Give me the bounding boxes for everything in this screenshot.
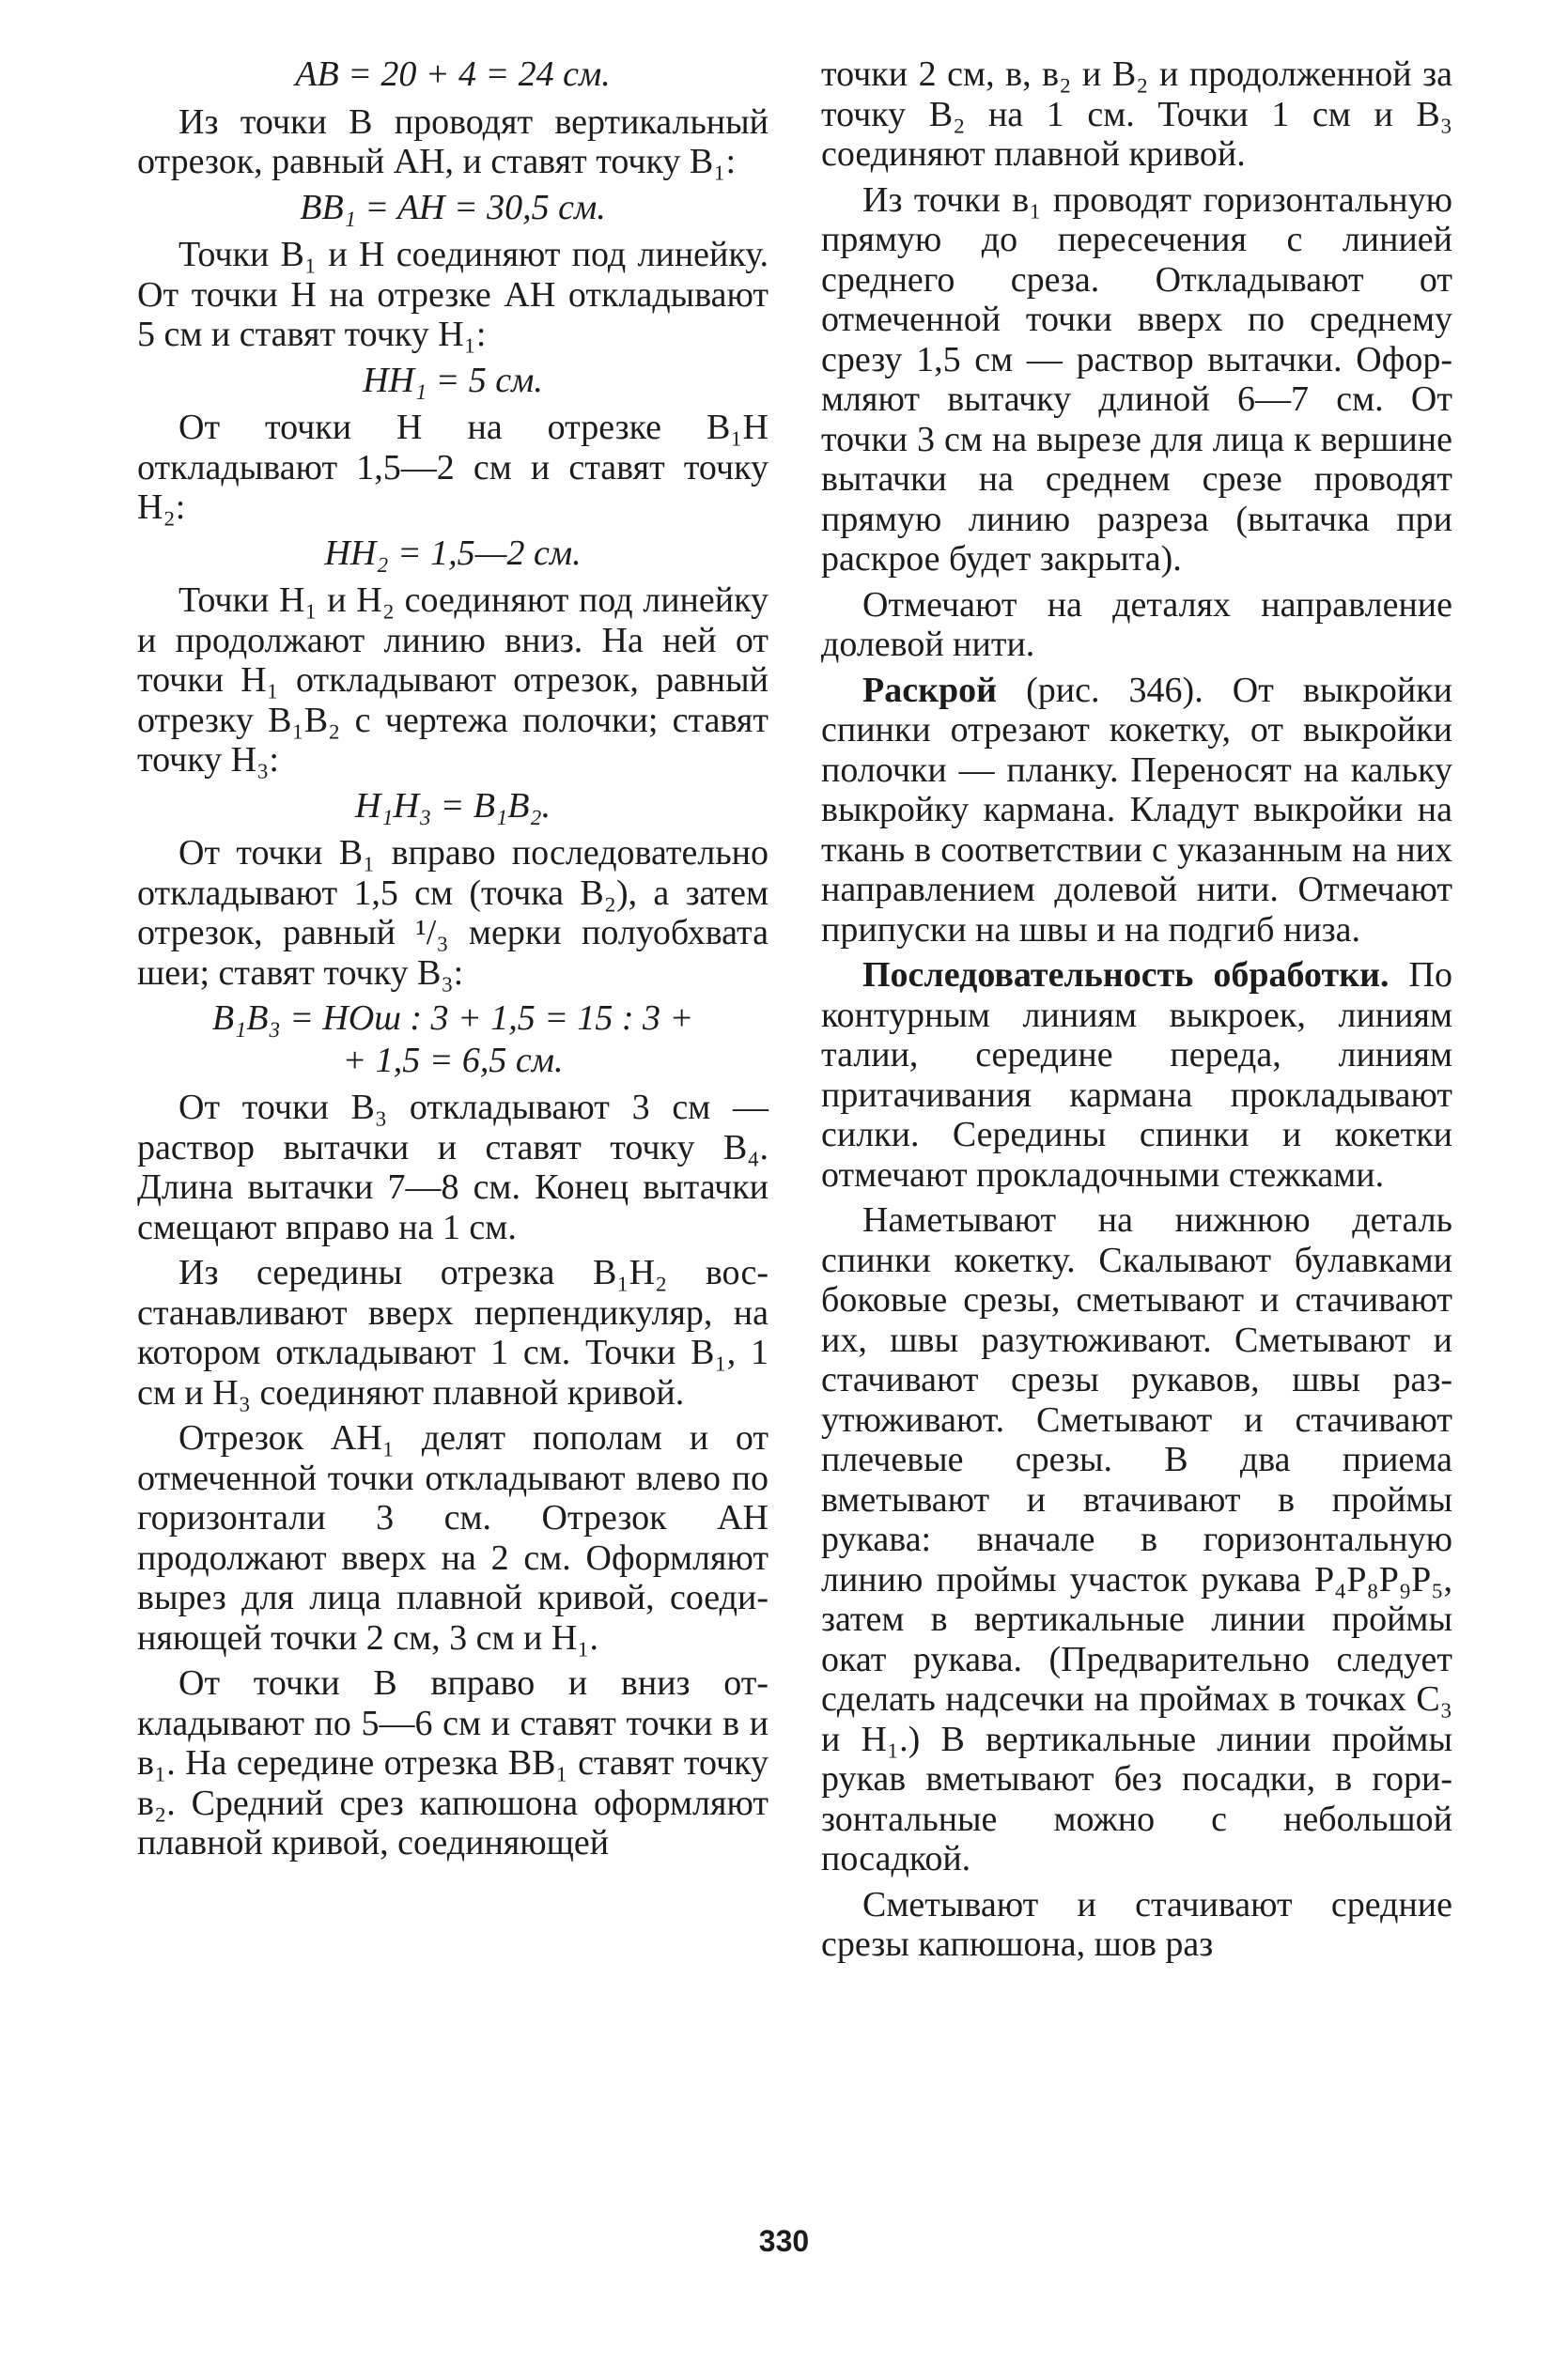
paragraph-text: (рис. 346). От выкройки спинки отрезают кокетку, от выкройки полочки — планку. Переносят на кальку выкройку кармана. Кладут выкройки на ткань в соответствии с указанным на них направлением долевой нити. Отмечают припуски на швы и на подгиб низа. — [821, 670, 1452, 950]
paragraph: Наметывают на нижнюю деталь спинки кокетку. Скалывают булавками боковые срезы, сметывают и стачивают их, швы разутюживают. Сметывают и стачивают срезы рукавов, швы разутюживают. Сметывают и стачивают плечевые срезы. В два приема вметывают и втачивают в проймы рукава: вначале в горизонтальную линию проймы участок рукава P₄P₈P₉P₅, затем в вертикальные линии проймы окат рукава. (Предварительно следует сделать надсечки на проймах в точках C₃ и H₁.) В вертикальные линии проймы рукав вметывают без посадки, в горизонтальные можно с небольшой посадкой. — [821, 1200, 1452, 1878]
paragraph: Из середины отрезка B₁H₂ восстанавливают вверх перпендикуляр, на котором откладывают 1 см. Точки B₁, 1 см и H₃ соединяют плавной кривой. — [137, 1253, 768, 1413]
section-heading: Раскрой — [862, 670, 998, 710]
paragraph: Отмечают на деталях направление долевой нити. — [821, 584, 1452, 664]
paragraph — [821, 671, 1452, 950]
right-column — [821, 54, 1452, 1970]
paragraph: Сметывают и стачивают средние срезы капюшона, шов раз — [821, 1884, 1452, 1964]
paragraph: От точки B₃ откладывают 3 см — раствор вытачки и ставят точку B₄. Длина вытачки 7—8 см. Конец вытачки смещают вправо на 1 см. — [137, 1088, 768, 1247]
formula: BB₁ = AH = 30,5 см. — [300, 187, 606, 227]
page-number: 330 — [758, 2224, 810, 2258]
paragraph: От точки B₁ вправо последовательно откладывают 1,5 см (точка B₂), а затем отрезок, равный ¹/₃ мерки полуобхвата шеи; ставят точку B₃: — [137, 833, 768, 993]
paragraph: Из точки B проводят вертикальный отрезок, равный AH, и ставят точку B₁: — [137, 101, 768, 181]
left-column — [137, 54, 768, 1869]
paragraph — [821, 955, 1452, 1195]
paragraph: От точки H на отрезке B₁H откладывают 1,5—2 см и ставят точку H₂: — [137, 408, 768, 527]
paragraph: Из точки в₁ проводят горизонтальную прямую до пересечения с линией среднего среза. Откладывают от отмеченной точки вверх по среднему срезу 1,5 см — раствор вытачки. Оформляют вытачку длиной 6—7 см. От точки 3 см на вырезе для лица к вершине вытачки на среднем срезе проводят прямую линию разреза (вытачка при раскрое будет закрыта). — [821, 179, 1452, 579]
paragraph: От точки B вправо и вниз откладывают по 5—6 см и ставят точки в и в₁. На середине отрезка BB₁ ставят точку в₂. Средний срез капюшона оформляют плавной кривой, соединяющей — [137, 1663, 768, 1862]
formula: B₁B₃ = HОш : 3 + 1,5 = 15 : 3 + — [211, 998, 694, 1038]
paragraph: Отрезок AH₁ делят пополам и от отмеченной точки откладывают влево по горизонтали 3 см. Отрезок AH продолжают вверх на 2 см. Оформляют вырез для лица плавной кривой, соединяющей точки 2 см, 3 см и H₁. — [137, 1418, 768, 1658]
paragraph: Точки B₁ и H соединяют под линейку. От точки H на отрезке AH откладывают 5 см и ставят точку H₁: — [137, 235, 768, 354]
formula: HH₂ = 1,5—2 см. — [324, 533, 582, 573]
formula: H₁H₃ = B₁B₂. — [354, 785, 551, 826]
paragraph: Точки H₁ и H₂ соединяют под линейку и продолжают линию вниз. На ней от точки H₁ откладывают отрезок, равный отрезку B₁B₂ с чертежа полочки; ставят точку H₃: — [137, 580, 768, 780]
paragraph-text: По контурным линиям выкроек, линиям талии, середине переда, линиям притачивания кармана прокладывают силки. Середины спинки и кокетки отмечают прокладочными стежками. — [821, 955, 1452, 1195]
formula-continuation: + 1,5 = 6,5 см. — [342, 1040, 564, 1080]
paragraph-continued: точки 2 см, в, в₂ и B₂ и продолженной за точку B₂ на 1 см. Точки 1 см и B₃ соединяют плавной кривой. — [821, 54, 1452, 174]
formula: HH₁ = 5 см. — [363, 360, 543, 400]
formula: AB = 20 + 4 = 24 см. — [295, 54, 611, 94]
section-heading: Последовательность обработки. — [862, 955, 1389, 995]
